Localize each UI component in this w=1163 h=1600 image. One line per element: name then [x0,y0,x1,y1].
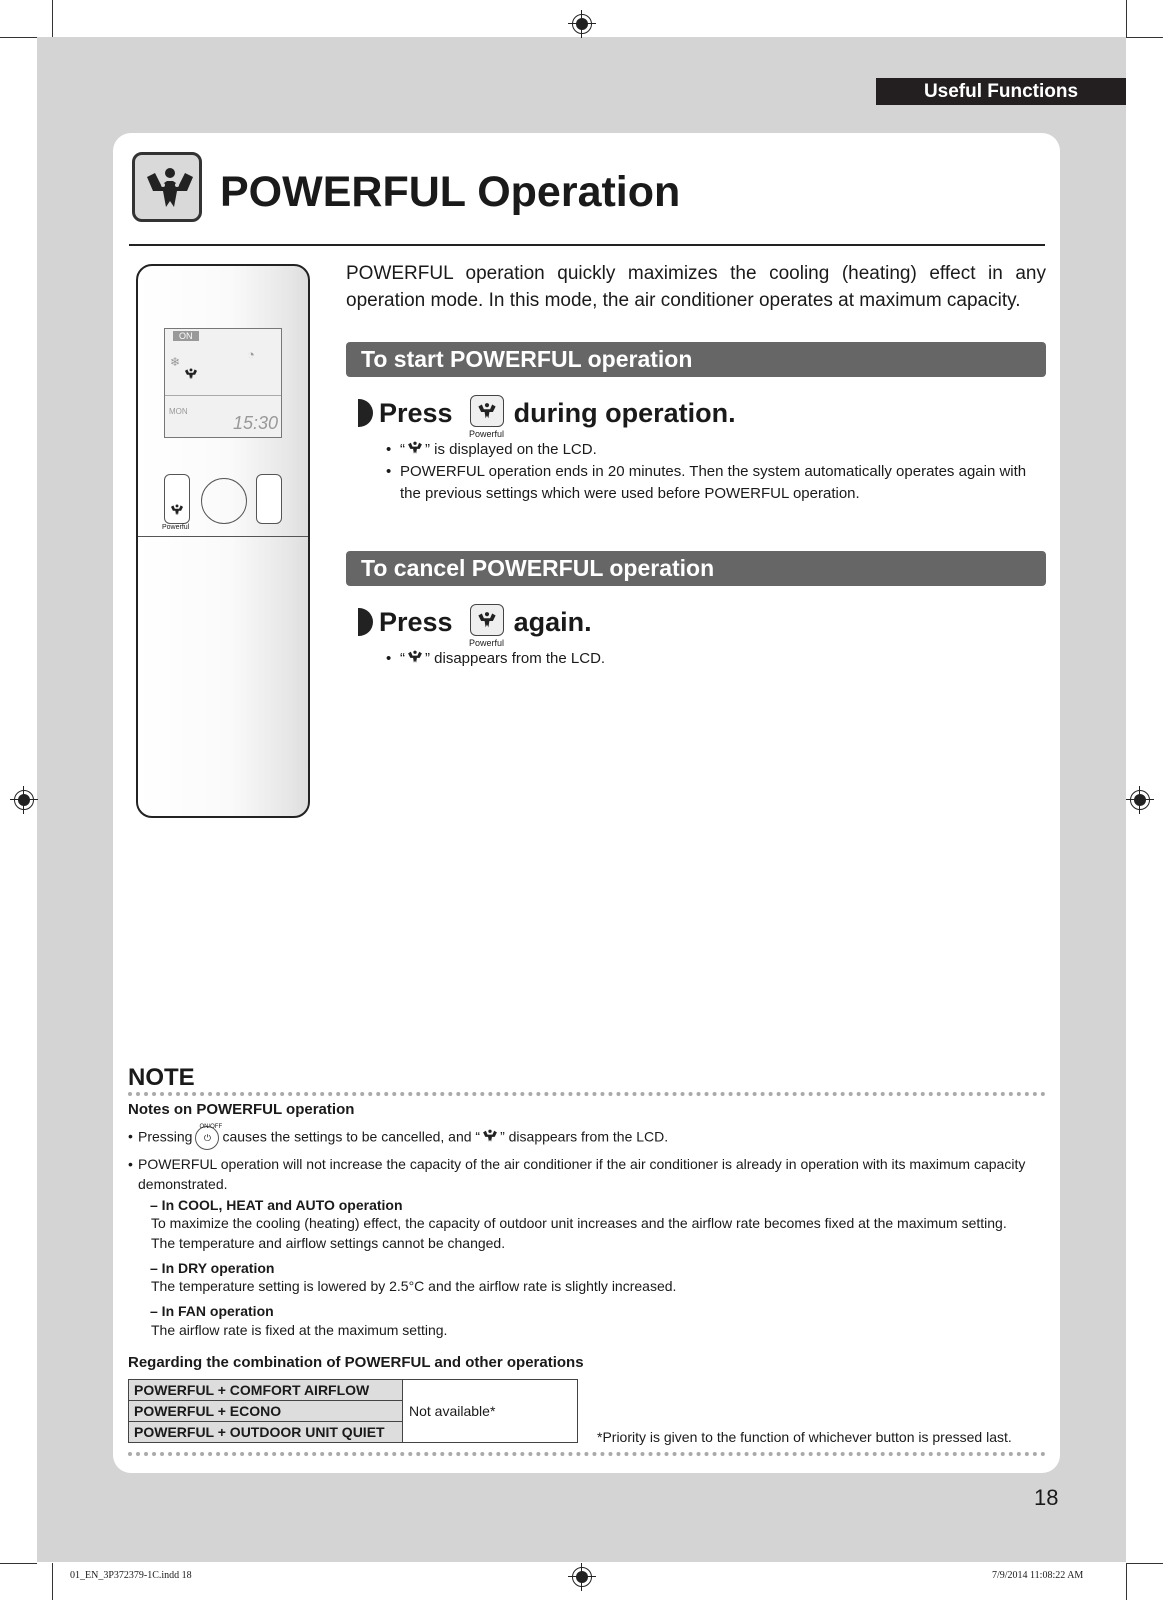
step-press: Press [379,398,453,428]
combo-cell: POWERFUL + COMFORT AIRFLOW [129,1380,403,1401]
note-divider [128,1092,1046,1096]
fan-heading: – In FAN operation [150,1303,274,1319]
crop-mark [1126,37,1163,38]
cool-heat-auto-text: To maximize the cooling (heating) effect, the capacity of outdoor unit increases and the airflow rate becomes fixed at the maximum setting. The temperature and airflow settings cannot be changed. [151,1215,1007,1251]
step-marker-icon [358,608,373,636]
powerful-icon [405,440,425,456]
remote-divider [138,536,308,537]
powerful-icon [132,152,202,222]
combo-cell: POWERFUL + ECONO [129,1401,403,1422]
combo-availability: Not available* [403,1380,578,1443]
step-marker-icon [358,399,373,427]
remote-powerful-button[interactable] [164,474,190,524]
dry-text: The temperature setting is lowered by 2.5°C and the airflow rate is slightly increased. [151,1278,677,1294]
footer-timestamp: 7/9/2014 11:08:22 AM [992,1570,1084,1581]
lcd-day: MON [169,407,188,416]
cancel-bullets [386,648,1046,670]
cancel-bullet-lcd: • “ ” disappears from the LCD. [386,648,1046,670]
powerful-button-icon [470,604,504,636]
powerful-icon [480,1128,500,1144]
powerful-icon [169,503,185,517]
cancel-section-heading: To cancel POWERFUL operation [346,551,1046,586]
intro-text: POWERFUL operation quickly maximizes the cooling (heating) effect in any operation mode. In this mode, the air conditioner operates at maximum capacity. [346,263,1046,311]
crop-mark [1126,0,1127,37]
remote-right-button[interactable] [256,474,282,524]
powerful-button-label: Powerful [469,429,505,439]
crop-mark [52,0,53,37]
combination-table [128,1379,578,1443]
crop-mark [0,1563,37,1564]
crop-mark [1126,1563,1163,1564]
crop-mark [52,1563,53,1600]
step-rest: during operation. [513,398,736,428]
priority-note: *Priority is given to the function of whichever button is pressed last. [597,1429,1012,1445]
page-title: POWERFUL Operation [220,168,681,216]
powerful-button-icon [470,395,504,427]
powerful-button-label: Powerful [469,638,505,648]
footer-file: 01_EN_3P372379-1C.indd 18 [70,1570,192,1581]
on-off-button-icon: ON/OFF ⏻ [195,1126,219,1150]
remote-lcd [164,328,282,438]
remote-round-button[interactable] [201,478,247,524]
table-row [129,1380,578,1401]
note-subheading: Notes on POWERFUL operation [128,1101,355,1118]
cool-heat-auto-heading: – In COOL, HEAT and AUTO operation [150,1197,403,1213]
section-tab: Useful Functions [876,78,1126,105]
crop-mark [1126,1563,1127,1600]
registration-mark-icon [572,1567,592,1587]
start-bullet-duration: • POWERFUL operation ends in 20 minutes. Then the system automatically operates again with the previous settings which were used before POWERFUL operation. [386,461,1046,505]
combo-cell: POWERFUL + OUTDOOR UNIT QUIET [129,1422,403,1443]
note-bullet-onoff: • Pressing ON/OFF ⏻ causes the settings to be cancelled, and “ ” disappears from the LCD. [128,1126,1046,1150]
note-bottom-divider [128,1452,1046,1456]
step-rest: again. [513,607,592,637]
registration-mark-icon [1130,790,1150,810]
remote-powerful-label: Powerful [162,524,190,531]
remote-controller-illustration [136,264,310,818]
cool-mode-icon: ❄ [170,355,181,369]
fan-text: The airflow rate is fixed at the maximum setting. [151,1322,448,1338]
lcd-time: 15:30 [233,413,279,433]
crop-mark [0,37,37,38]
start-section-heading: To start POWERFUL operation [346,342,1046,377]
note-bullets [128,1126,1046,1194]
note-heading: NOTE [128,1064,195,1091]
note-bullet-capacity: • POWERFUL operation will not increase the capacity of the air conditioner if the air conditioner is already in operation with its maximum capacity demonstrated. [128,1154,1046,1194]
page-number: 18 [1034,1485,1059,1510]
start-bullets [386,439,1046,505]
fan-icon: ◔ [247,347,255,362]
title-divider [129,244,1045,246]
lcd-separator [165,395,281,396]
powerful-icon [183,367,199,381]
registration-mark-icon [572,14,592,34]
lcd-on-indicator: ON [173,331,199,341]
start-bullet-lcd: • “ ” is displayed on the LCD. [386,439,1046,461]
combination-heading: Regarding the combination of POWERFUL and other operations [128,1354,584,1371]
registration-mark-icon [14,790,34,810]
start-step [358,396,736,430]
step-press: Press [379,607,453,637]
powerful-icon [405,649,425,665]
dry-heading: – In DRY operation [150,1260,275,1276]
